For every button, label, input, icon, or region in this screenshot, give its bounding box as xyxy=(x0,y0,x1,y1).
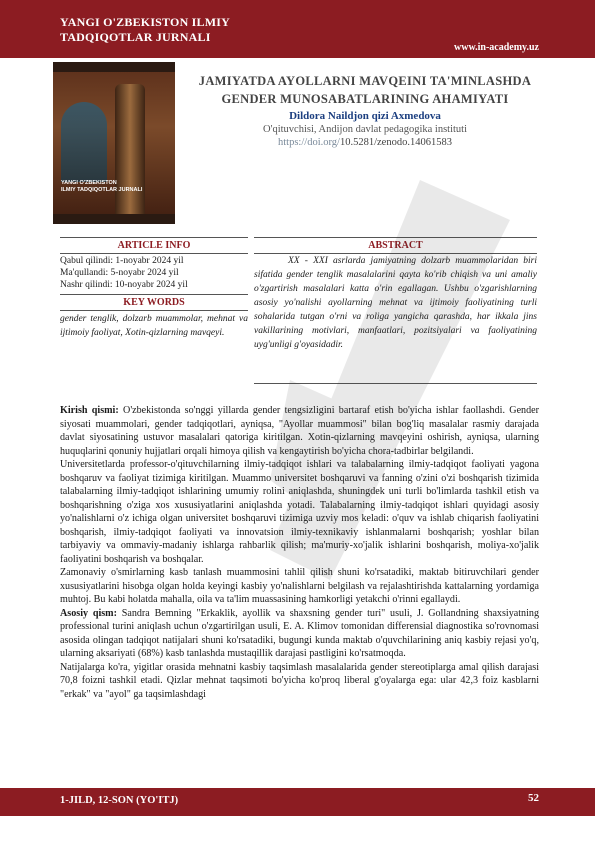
body-paragraph-3: Zamonaviy o'smirlarning kasb tanlash muammosini tahlil qilish shuni ko'rsatadiki, maktab bitiruvchilari gender xususiyatlarini hisobga olgan holda keyingi kasbiy yo'nalishlarni belgilash va rejalashtirishda kattalarning yordamiga muhtoj. Bu kabi holatda mahalla, oila va ta'lim muassasining hamkorligi yetakchi o'rinni egallaydi. xyxy=(60,567,539,605)
article-info-top-rule xyxy=(60,237,248,238)
journal-title: YANGI O'ZBEKISTON ILMIY TADQIQOTLAR JURNALI xyxy=(60,15,230,44)
article-author: Dildora Naildjon qizi Axmedova xyxy=(289,110,441,122)
cover-top-band xyxy=(53,62,175,72)
keywords-top-rule xyxy=(60,294,248,295)
cover-tower-shape xyxy=(115,84,145,224)
body-paragraph-2: Universitetlarda professor-o'qituvchilarning ilmiy-tadqiqot ishlari va talabalarning ilmiy-tadqiqot faoliyati yagona boshqaruv va faoliyat tizimiga kiritilgan. Muammo universitet boshqaruvi va fanning o'zini o'zi boshqarish tizimida talabalarning ilmiy-tadqiqot ishlarining umumiy rolini aniqlashda, shuningdek uni turli bo'limlarda tashkil etish va boshqarishning o'ziga xos xususiyatlarini aniqlashda yotadi. Talabalarning ilmiy-tadqiqot ishlari quyidagi asosiy yo'nalishlarni o'z ichiga olgan universitet boshqaruvi tizimiga uzviy mos keladi: o'quv va ishlab chiqarish faoliyatini boshqarish, ilmiy-tadqiqot faoliyati va innovatsion ilmiy-texnikaviy ishlanmalarni boshqarish; yoshlar bilan tarbiyaviy va ommaviy-madaniy ishlarga rahbarlik qilish; ma'muriy-xo'jalik ishlarini boshqarish, moliya-xo'jalik faoliyatini boshqarish va boshqalar. xyxy=(60,459,539,565)
cover-bottom-band xyxy=(53,214,175,224)
abstract-heading: ABSTRACT xyxy=(368,240,423,251)
main-paragraph xyxy=(60,607,539,661)
journal-cover-image xyxy=(53,62,175,224)
article-info-heading: ARTICLE INFO xyxy=(117,240,191,251)
intro-text: O'zbekistonda so'nggi yillarda gender tengsizligini bartaraf etish bo'yicha ishlar faollashdi. Gender siyosati muammolari, gender tadqiqotlari, ayniqsa, "Ayollar muammosi" bilan bog'liq masalalar rasmiy darajada davlat siyosatining ustuvor masalalari qatoriga kiritilgan. Xotin-qizlarning mavqeyini oshirish, ayniqsa, ularning huquqlarini qonuniy hujjatlari orqali himoya qilish va kengaytirish bo'yicha chora-tadbirlar belgilandi. xyxy=(60,405,539,457)
issue-label: 1-JILD, 12-SON (YO'ITJ) xyxy=(60,795,179,806)
article-info-bottom-rule xyxy=(60,253,248,254)
doi-link[interactable] xyxy=(185,137,545,148)
keywords-bottom-rule xyxy=(60,310,248,311)
doi-number: 10.5281/zenodo.14061583 xyxy=(339,137,452,148)
keywords-heading: KEY WORDS xyxy=(123,297,185,308)
abstract-end-rule xyxy=(254,383,537,384)
author-affiliation: O'qituvchisi, Andijon davlat pedagogika instituti xyxy=(263,124,467,135)
cover-title: YANGI O'ZBEKISTON ILMIY TADQIQOTLAR JURNALI xyxy=(61,180,143,193)
approved-date: Ma'qullandi: 5-noyabr 2024 yil xyxy=(60,268,179,278)
abstract-text: XX - XXI asrlarda jamiyatning dolzarb muammolaridan biri sifatida gender tenglik masalalarini qayta ko'rib chiqish va uni amaliy o'zgartirish masalalari katta o'rin egallagan. Ushbu o'zgarishlarning asosiy yo'nalishi ayollarning mehnat va ijtimoiy faoliyatining turli sohalarida tutgan o'rni va roliga yangicha qarashda, har ikkala jins vakillarining motivlari, manfaatlari, pozitsiyalari va faoliyatining uyg'unligi g'oyasidadir. xyxy=(254,256,537,350)
intro-label: Kirish qismi: xyxy=(60,405,119,416)
article-title: JAMIYATDA AYOLLARNI MAVQEINI TA'MINLASHDA GENDER MUNOSABATLARINING AHAMIYATI xyxy=(198,74,532,106)
published-date: Nashr qilindi: 10-noyabr 2024 yil xyxy=(60,280,188,290)
journal-header-bar xyxy=(0,0,595,58)
journal-website-link[interactable]: www.in-academy.uz xyxy=(454,42,539,53)
doi-prefix: https://doi.org/ xyxy=(278,137,340,148)
page-number: 52 xyxy=(528,792,539,804)
main-text: Sandra Bemning "Erkaklik, ayollik va shaxsning gender turi" usuli, J. Gollandning shaxsiyatning professional turini aniqlash uchun o'zgartirilgan usuli, E. A. Klimov tomonidan differensial diagnostika so'rovnomasi asosida olingan tadqiqot natijalari shuni ko'rsatadiki, bugungi kunda maktab o'quvchilarining aniq kasbiy rejasi yo'q, ularning aksariyati (68%) kasb tanlashda mustaqillik darajasi pastligini ko'rsatmoqda. xyxy=(60,607,539,659)
main-label: Asosiy qism: xyxy=(60,607,117,619)
journal-footer-bar xyxy=(0,788,595,816)
intro-paragraph xyxy=(60,404,539,458)
body-paragraph-5: Natijalarga ko'ra, yigitlar orasida mehnatni kasbiy taqsimlash masalalarida gender stereotiplarga amal qilish darajasi 70,8 foizni tashkil etadi. Qizlar mehnat taqsimoti bo'yicha ko'proq liberal g'oyalarga ega: ular 42,3 foiz kasblarni "erkak" va "ayol" ga taqsimlashdagi xyxy=(60,661,539,700)
received-date: Qabul qilindi: 1-noyabr 2024 yil xyxy=(60,256,184,266)
article-body xyxy=(60,404,539,701)
cover-arch-shape xyxy=(61,102,107,182)
abstract-top-rule xyxy=(254,237,537,238)
keywords-text: gender tenglik, dolzarb muammolar, mehnat va ijtimoiy faoliyat, Xotin-qizlarning mavqeyi. xyxy=(60,314,248,338)
